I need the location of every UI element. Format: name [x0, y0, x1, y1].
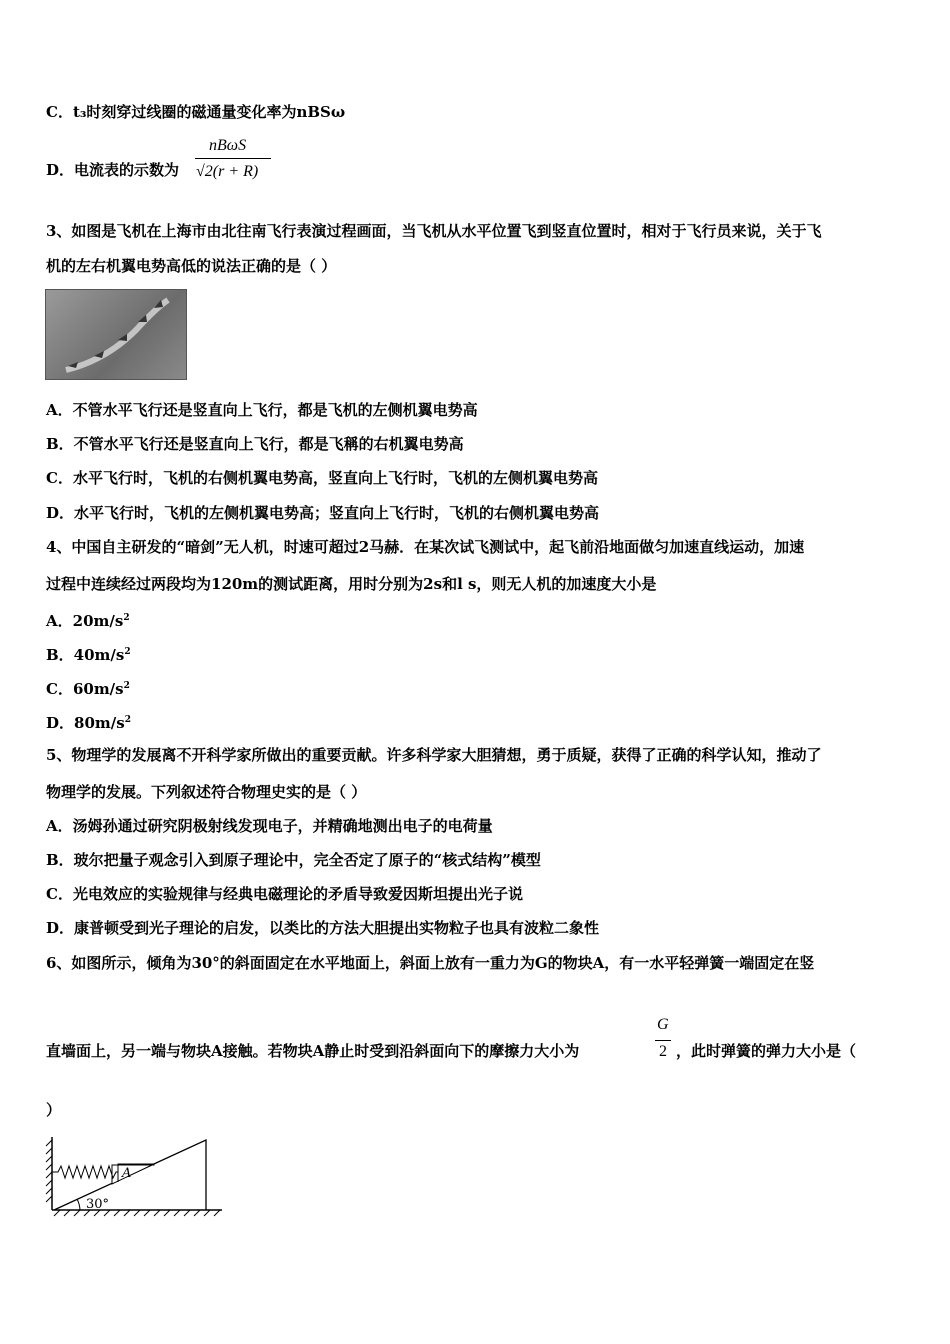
- airplane-photo: [45, 289, 187, 380]
- q4-option-d: D．$80m/s^2$: [46, 714, 131, 732]
- q5-option-a: A．汤姆孙通过研究阴极射线发现电子，并精确地测出电子的电荷量: [46, 817, 493, 835]
- q6-frac-denominator: 2: [659, 1043, 667, 1060]
- q2-option-d-denominator: √2(r + R): [196, 163, 259, 180]
- q4-stem-line1: 4、中国自主研发的“暗剑”无人机，时速可超过2马赫．在某次试飞测试中，起飞前沿地面做匀加速直线运动，加速: [46, 538, 805, 556]
- q3-option-c: C．水平飞行时，飞机的右侧机翼电势高，竖直向上飞行时，飞机的左侧机翼电势高: [46, 469, 598, 487]
- q3-stem-line2: 机的左右机翼电势高低的说法正确的是（ ）: [46, 257, 337, 275]
- q6-stem-line2-post: ，此时弹簧的弹力大小是（: [676, 1042, 857, 1060]
- q4-stem-line2: 过程中连续经过两段均为120m的测试距离，用时分别为2s和l s，则无人机的加速度大小是: [46, 575, 657, 593]
- q5-stem-line1: 5、物理学的发展离不开科学家所做出的重要贡献。许多科学家大胆猜想，勇于质疑，获得了正确的科学认知，推动了: [46, 746, 822, 764]
- fraction-bar: [655, 1040, 671, 1041]
- q4-option-c: C．$60m/s^2$: [46, 680, 130, 698]
- angle-label: 30°: [86, 1197, 110, 1212]
- q6-stem-line2-pre: 直墙面上，另一端与物块A接触。若物块A静止时受到沿斜面向下的摩擦力大小为: [46, 1042, 580, 1060]
- q3-option-d: D．水平飞行时，飞机的左侧机翼电势高；竖直向上飞行时，飞机的右侧机翼电势高: [46, 504, 600, 522]
- q2-option-c: C．t₃时刻穿过线圈的磁通量变化率为nBSω: [46, 103, 346, 121]
- q4-option-b: B．$40m/s^2$: [46, 646, 131, 664]
- q2-option-d-prefix: D．电流表的示数为: [46, 161, 180, 179]
- q6-stem-line1: 6、如图所示，倾角为30°的斜面固定在水平地面上，斜面上放有一重力为G的物块A，有一水平轻弹簧一端固定在竖: [46, 954, 815, 972]
- q3-stem-line1: 3、如图是飞机在上海市由北往南飞行表演过程画面，当飞机从水平位置飞到竖直位置时，相对于飞行员来说，关于飞: [46, 222, 822, 240]
- incline-spring-diagram: [40, 1132, 230, 1222]
- q6-frac-numerator: G: [657, 1016, 669, 1033]
- q5-option-d: D．康普顿受到光子理论的启发，以类比的方法大胆提出实物粒子也具有波粒二象性: [46, 919, 600, 937]
- q5-option-c: C．光电效应的实验规律与经典电磁理论的矛盾导致爱因斯坦提出光子说: [46, 885, 523, 903]
- q4-option-a: A．$20m/s^2$: [46, 612, 130, 630]
- q3-option-b: B．不管水平飞行还是竖直向上飞行，都是飞稱的右机翼电势高: [46, 435, 464, 453]
- q2-option-d-numerator: nBωS: [209, 137, 247, 154]
- q3-option-a: A．不管水平飞行还是竖直向上飞行，都是飞机的左侧机翼电势高: [46, 401, 478, 419]
- q6-stem-line3: ）: [46, 1101, 62, 1119]
- fraction-bar: [195, 158, 271, 159]
- q5-option-b: B．玻尔把量子观念引入到原子理论中，完全否定了原子的“核式结构”模型: [46, 851, 541, 869]
- block-label: A: [122, 1166, 132, 1181]
- q5-stem-line2: 物理学的发展。下列叙述符合物理史实的是（ ）: [46, 783, 367, 801]
